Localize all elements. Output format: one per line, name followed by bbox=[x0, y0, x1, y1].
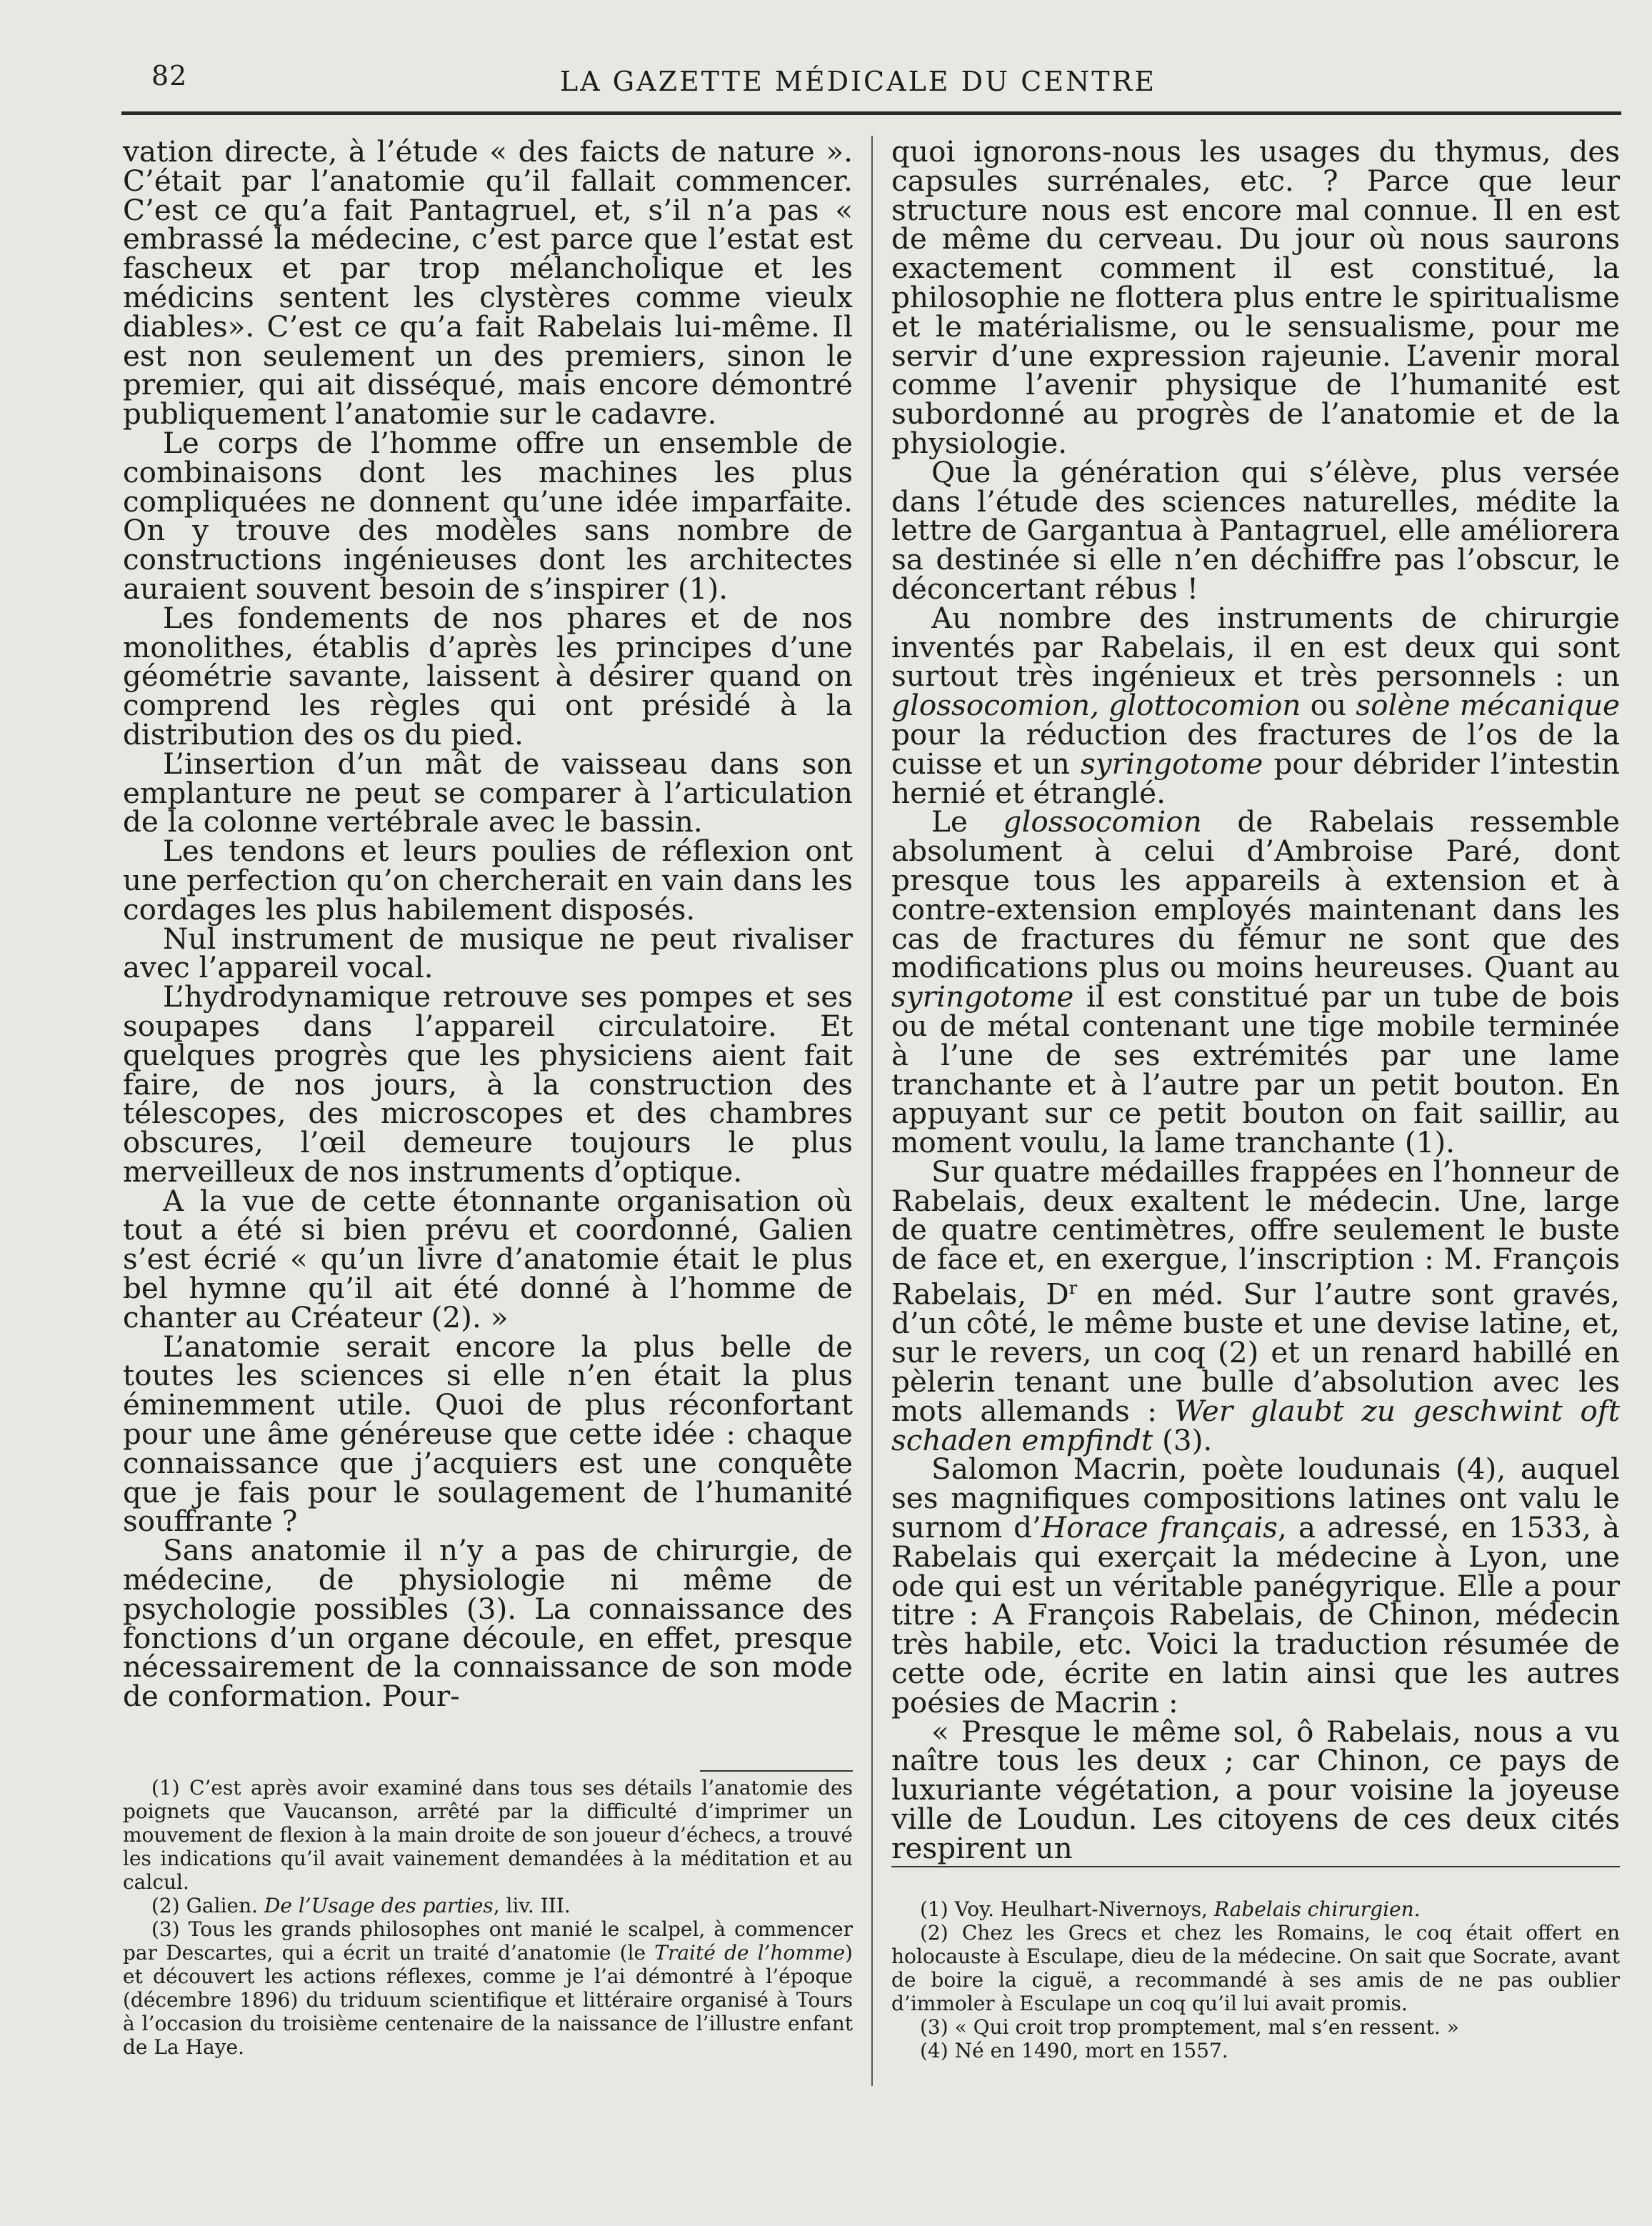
footnote: (2) Chez les Grecs et chez les Romains, le coq était offert en holocauste à Esculape, dieu de la médecine. On sait que Socrate, avant de boire la ciguë, a recommandé à ses amis de ne pas oublier d’immoler à Esculape un coq qu’il lui avait promis. bbox=[891, 1921, 1620, 2015]
right-column bbox=[891, 134, 1621, 1865]
footnotes-right bbox=[891, 1897, 1620, 2062]
header-rule bbox=[121, 111, 1621, 115]
column-divider bbox=[871, 136, 873, 2086]
paragraph: Nul instrument de musique ne peut rivaliser avec l’appareil vocal. bbox=[123, 921, 853, 985]
paragraph: A la vue de cette étonnante organisation où tout a été si bien prévu et coordonné, Galien s’est écrié « qu’un livre d’anatomie était le plus bel hymne qu’il ait été donné à l’homme de chanter au Créateur (2). » bbox=[123, 1183, 853, 1334]
paragraph: vation directe, à l’étude « des faicts de nature ». C’était par l’anatomie qu’il fallait commencer. C’est ce qu’a fait Pantagruel, et, s’il n’a pas « embrassé la médecine, c’est parce que l’estat est fascheux et par trop mélancholique et les médicins sentent les clystères comme vieulx diables». C’est ce qu’a fait Rabelais lui-même. Il est non seulement un des premiers, sinon le premier, qui ait disséqué, mais encore démontré publiquement l’anatomie sur le cadavre. bbox=[123, 134, 853, 431]
footnote: (3) « Qui croit trop promptement, mal s’en ressent. » bbox=[920, 2015, 1459, 2039]
paragraph: Sans anatomie il n’y a pas de chirurgie, de médecine, de physiologie ni même de psychologie possibles (3). La connaissance des fonctions d’un organe découle, en effet, presque nécessairement de la connaissance de son mode de conformation. Pour- bbox=[123, 1533, 853, 1714]
paragraph: Que la génération qui s’élève, plus versée dans l’étude des sciences naturelles, médite la lettre de Gargantua à Pantagruel, elle améliorera sa destinée si elle n’en déchiffre pas l’obscur, le déconcertant rébus ! bbox=[891, 454, 1620, 606]
paragraph: Les fondements de nos phares et de nos monolithes, établis d’après les principes d’une géométrie savante, laissent à désirer quand on comprend les règles qui ont présidé à la distribution des os du pied. bbox=[123, 600, 853, 752]
running-head: LA GAZETTE MÉDICALE DU CENTRE bbox=[560, 66, 1156, 97]
footnote: (2) Galien. De l’Usage des parties, liv. III. bbox=[151, 1894, 571, 1917]
footnotes-left bbox=[123, 1776, 853, 2059]
footnote-rule-right bbox=[891, 1866, 1620, 1867]
paragraph: Les tendons et leurs poulies de réflexion ont une perfection qu’on chercherait en vain dans les cordages les plus habilement disposés. bbox=[123, 834, 853, 927]
paragraph: Sur quatre médailles frappées en l’honneur de Rabelais, deux exaltent le médecin. Une, large de quatre centimètres, offre seulement le buste de face et, en exergue, l’inscription : M. François Rabelais, $D^r$ en méd. Sur l’autre sont gravés, d’un côté, le même buste et une devise latine, et, sur le revers, un coq (2) et un renard habillé en pèlerin tenant une bulle d’absolution avec les mots allemands : Wer glaubt zu geschwint oft schaden empfindt (3). bbox=[891, 1154, 1620, 1457]
paragraph: Le corps de l’homme offre un ensemble de combinaisons dont les machines les plus compliquées ne donnent qu’une idée imparfaite. On y trouve des modèles sans nombre de constructions ingénieuses dont les architectes auraient souvent besoin de s’inspirer (1). bbox=[123, 425, 853, 606]
page-number: 82 bbox=[151, 60, 188, 91]
paragraph: Le glossocomion de Rabelais ressemble absolument à celui d’Ambroise Paré, dont presque tous les appareils à extension et à contre-extension employés maintenant dans les cas de fractures du fémur ne sont que des modifications plus ou moins heureuses. Quant au syringotome il est constitué par un tube de bois ou de métal contenant une tige mobile terminée à l’une de ses extrémités par une lame tranchante et à l’autre par un petit bouton. En appuyant sur ce petit bouton on fait saillir, au moment voulu, la lame tranchante (1). bbox=[891, 804, 1620, 1160]
paragraph: « Presque le même sol, ô Rabelais, nous a vu naître tous les deux ; car Chinon, ce pays de luxuriante végétation, a pour voisine la joyeuse ville de Loudun. Les citoyens de ces deux cités respirent un bbox=[891, 1714, 1620, 1865]
paragraph: Salomon Macrin, poète loudunais (4), auquel ses magnifiques compositions latines ont valu le surnom d’Horace français, a adressé, en 1533, à Rabelais qui exerçait la médecine à Lyon, une ode qui est un véritable panégyrique. Elle a pour titre : A François Rabelais, de Chinon, médecin très habile, etc. Voici la traduction résumée de cette ode, écrite en latin ainsi que les autres poésies de Macrin : bbox=[891, 1452, 1620, 1720]
paragraph: L’anatomie serait encore la plus belle de toutes les sciences si elle n’en était la plus éminemment utile. Quoi de plus réconfortant pour une âme généreuse que cette idée : chaque connaissance que j’acquiers est une conquête que je fais pour le soulagement de l’humanité souffrante ? bbox=[123, 1329, 853, 1539]
paragraph: Au nombre des instruments de chirurgie inventés par Rabelais, il en est deux qui sont surtout très ingénieux et très personnels : un glossocomion, glottocomion ou solène mécanique pour la réduction des fractures de l’os de la cuisse et un syringotome pour débrider l’intestin hernié et étranglé. bbox=[891, 600, 1621, 810]
footnote-rule-left bbox=[700, 1770, 853, 1772]
footnote: (3) Tous les grands philosophes ont manié le scalpel, à commencer par Descartes, qui a écrit un traité d’anatomie (le Traité de l’homme) et découvert les actions réflexes, comme je l’ai démontré à l’époque (décembre 1896) du triduum scientifique et littéraire organisé à Tours à l’occasion du troisième centenaire de la naissance de l’illustre enfant de La Haye. bbox=[123, 1917, 853, 2059]
left-column bbox=[123, 134, 853, 1714]
footnote: (1) Voy. Heulhart-Nivernoys, Rabelais chirurgien. bbox=[920, 1897, 1421, 1921]
paragraph: L’hydrodynamique retrouve ses pompes et ses soupapes dans l’appareil circulatoire. Et quelques progrès que les physiciens aient fait faire, de nos jours, à la construction des télescopes, des microscopes et des chambres obscures, l’œil demeure toujours le plus merveilleux de nos instruments d’optique. bbox=[123, 979, 853, 1189]
footnote: (1) C’est après avoir examiné dans tous ses détails l’anatomie des poignets que Vaucanson, arrêté par la difficulté d’imprimer un mouvement de flexion à la main droite de son joueur d’échecs, a trouvé les indications qu’il avait vainement demandées à la méditation et au calcul. bbox=[123, 1776, 853, 1894]
footnote: (4) Né en 1490, mort en 1557. bbox=[920, 2039, 1228, 2062]
paragraph: quoi ignorons-nous les usages du thymus, des capsules surrénales, etc. ? Parce que leur structure nous est encore mal connue. Il en est de même du cerveau. Du jour où nous saurons exactement comment il est constitué, la philosophie ne flottera plus entre le spiritualisme et le matérialisme, ou le sensualisme, pour me servir d’une expression rajeunie. L’avenir moral comme l’avenir physique de l’humanité est subordonné au progrès de l’anatomie et de la physiologie. bbox=[891, 134, 1620, 460]
paragraph: L’insertion d’un mât de vaisseau dans son emplanture ne peut se comparer à l’articulation de la colonne vertébrale avec le bassin. bbox=[123, 746, 853, 839]
